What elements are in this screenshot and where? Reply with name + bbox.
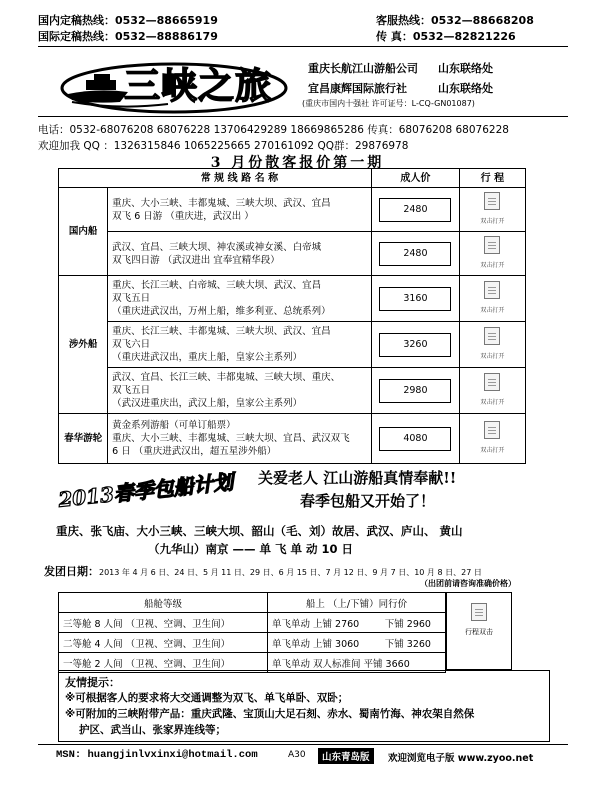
office-2: 山东联络处	[438, 82, 493, 95]
table-row	[59, 613, 446, 633]
itinerary-link[interactable]	[459, 414, 525, 464]
dates-note: （出团前请咨询准确价格）	[420, 579, 516, 588]
document-icon	[484, 192, 500, 210]
itinerary-link-label: 双击打开	[480, 217, 505, 225]
dates-label: 发团日期：	[44, 565, 99, 578]
spring-banner	[56, 461, 235, 521]
brand-logo	[58, 58, 290, 114]
departure-dates	[44, 563, 482, 579]
document-icon	[484, 236, 500, 254]
contact-phone: 电话：0532-68076208 68076228 13706429289 18669865286 传真：68076208 68076228	[38, 124, 509, 136]
header-itinerary: 行 程	[459, 169, 525, 188]
footer-divider	[38, 744, 568, 745]
slogan-1: 关爱老人 江山游船真情奉献!!	[258, 469, 457, 487]
cabin-grade: 三等舱 8 人间 （卫视、空调、卫生间）	[59, 613, 268, 633]
website-link[interactable]: 欢迎浏览电子版 www.zyoo.net	[388, 753, 534, 764]
itinerary-link[interactable]	[459, 322, 525, 368]
dates-list: 2013 年 4 月 6 日、24 日、5 月 11 日、29 日、6 月 15 日、7 月 12 日、9 月 7 日、10 月 8 日、27 日	[99, 568, 482, 577]
route-text: 重庆、大小三峡、丰都鬼城、三峡大坝、武汉、宜昌 双飞 6 日游 （重庆进，武汉出 ）	[108, 188, 372, 232]
header-price: 成人价	[372, 169, 460, 188]
document-icon	[484, 373, 500, 391]
document-icon	[484, 281, 500, 299]
price-value: 3260	[379, 333, 451, 357]
tips-box	[58, 670, 550, 742]
itinerary-link-label: 双击打开	[480, 398, 505, 406]
itinerary-link[interactable]	[459, 276, 525, 322]
table-row	[59, 633, 446, 653]
category-domestic: 国内船	[59, 188, 108, 276]
route-text: 重庆、长江三峡、白帝城、三峡大坝、武汉、宜昌 双飞五日 （重庆进武汉出，万州上船，维多利亚、总统系列）	[108, 276, 372, 322]
brand-divider	[38, 116, 568, 117]
route-text: 重庆、长江三峡、丰都鬼城、三峡大坝、武汉、宜昌 双飞六日 （重庆进武汉出，重庆上船，皇家公主系列）	[108, 322, 372, 368]
spring-itinerary-label: 行程双击	[465, 628, 493, 636]
route-text: 武汉、宜昌、三峡大坝、神农溪或神女溪、白帝城 双飞四日游 （武汉进出 宜奉宜精华段）	[108, 232, 372, 276]
category-foreign: 涉外船	[59, 276, 108, 414]
table-row	[59, 232, 526, 276]
tip-3: 护区、武当山、张家界连线等；	[79, 724, 226, 736]
table-row	[59, 414, 526, 464]
itinerary-link-label: 双击打开	[480, 446, 505, 454]
slogan-2: 春季包船又开始了！	[300, 492, 436, 510]
cabin-upper-price: 单飞单动 双人标准间 平铺 3660	[268, 653, 446, 673]
cabin-lower-price: 下铺 2960	[381, 613, 446, 633]
cabin-lower-price: 下铺 3260	[381, 633, 446, 653]
header-route: 常 规 线 路 名 称	[108, 169, 372, 188]
spring-banner-text: 2013春季包船计划	[57, 469, 235, 512]
itinerary-link[interactable]	[459, 368, 525, 414]
cabin-price-header: 船上 （上/下铺）同行价	[268, 593, 446, 613]
spring-itinerary-link[interactable]	[446, 592, 512, 670]
spring-route-line-1: 重庆、张飞庙、大小三峡、三峡大坝、韶山（毛、刘）故居、武汉、庐山、 黄山	[56, 524, 463, 538]
edition-tag: 山东青岛版	[318, 748, 374, 764]
document-icon	[484, 327, 500, 345]
tip-1: ※可根据客人的要求将大交通调整为双飞、单飞单卧、双卧；	[65, 692, 349, 704]
itinerary-link-label: 双击打开	[480, 261, 505, 269]
table-row	[59, 322, 526, 368]
itinerary-link[interactable]	[459, 232, 525, 276]
cabin-upper-price: 单飞单动 上铺 3060	[268, 633, 381, 653]
price-value: 4080	[379, 427, 451, 451]
agency-2: 宜昌康辉国际旅行社	[308, 82, 407, 95]
cabin-table	[58, 592, 446, 673]
tips-title: 友情提示：	[65, 676, 120, 689]
price-value: 3160	[379, 287, 451, 311]
table-row	[59, 188, 526, 232]
document-icon	[471, 603, 487, 621]
itinerary-link[interactable]	[459, 188, 525, 232]
table-header-row	[59, 169, 526, 188]
category-chunhua: 春华游轮	[59, 414, 108, 464]
price-table	[58, 168, 526, 464]
route-text: 黄金系列游船（可单订船票） 重庆、大小三峡、丰都鬼城、三峡大坝、宜昌、武汉双飞 6 日 （重庆进武汉出，超五星涉外船）	[108, 414, 372, 464]
cabin-header-row	[59, 593, 446, 613]
domestic-hotline: 国内定稿热线：0532—88665919	[38, 14, 218, 27]
service-hotline: 客服热线：0532—88668208	[376, 14, 534, 27]
cabin-grade: 一等舱 2 人间 （卫视、空调、卫生间）	[59, 653, 268, 673]
office-1: 山东联络处	[438, 62, 493, 75]
itinerary-link-label: 双击打开	[480, 306, 505, 314]
logo-text: 三峡之旅	[124, 65, 273, 107]
fax-line: 传 真：0532—82821226	[376, 30, 516, 43]
cabin-upper-price: 单飞单动 上铺 2760	[268, 613, 381, 633]
route-text: 武汉、宜昌、长江三峡、丰都鬼城、三峡大坝、重庆、 双飞五日 （武汉进重庆出，武汉上船，皇家公主系列）	[108, 368, 372, 414]
price-value: 2480	[379, 242, 451, 266]
itinerary-link-label: 双击打开	[480, 352, 505, 360]
header-divider	[38, 46, 568, 47]
page-number: A30	[288, 750, 306, 760]
price-value: 2980	[379, 379, 451, 403]
msn-contact: MSN: huangjinlvxinxi@hotmail.com	[56, 749, 258, 761]
price-value: 2480	[379, 198, 451, 222]
cabin-grade-header: 船舱等级	[59, 593, 268, 613]
cabin-grade: 二等舱 4 人间 （卫视、空调、卫生间）	[59, 633, 268, 653]
table-row	[59, 368, 526, 414]
table-row	[59, 276, 526, 322]
contact-qq: 欢迎加我 QQ ：1326315846 1065225665 270161092 QQ群：29876978	[38, 140, 409, 152]
agency-1: 重庆长航江山游船公司	[308, 62, 418, 75]
price-list-title: 3 月份散客报价第一期	[210, 155, 385, 171]
license-text: (重庆市国内十强社 许可证号：L-CQ-GN01087)	[302, 99, 475, 108]
document-icon	[484, 421, 500, 439]
international-hotline: 国际定稿热线：0532—88886179	[38, 30, 218, 43]
tip-2: ※可附加的三峡附带产品：重庆武隆、宝顶山大足石刻、赤水、蜀南竹海、神农架自然保	[65, 708, 475, 720]
spring-route-line-2: （九华山）南京 —— 单 飞 单 动 10 日	[148, 542, 354, 556]
